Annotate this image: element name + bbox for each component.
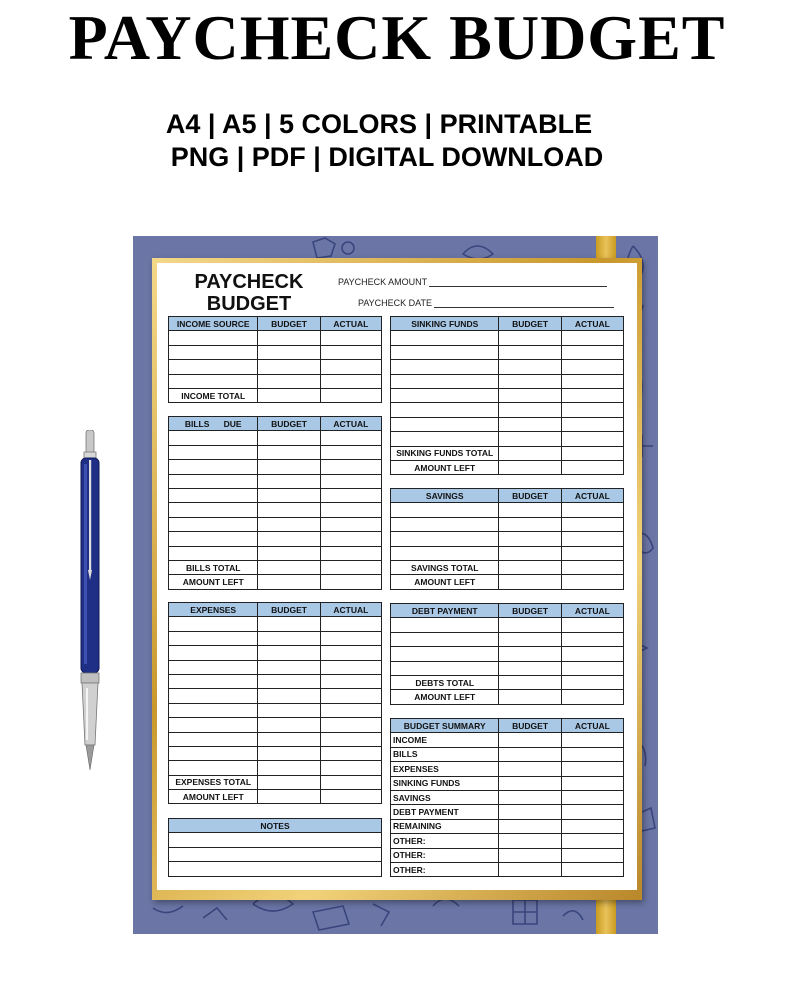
income-table: [168, 316, 382, 403]
debt-budget-header: BUDGET: [499, 604, 561, 618]
pen-icon: [79, 430, 103, 775]
table-row[interactable]: [391, 546, 624, 560]
table-row[interactable]: [391, 733, 624, 747]
paycheck-amount-label: PAYCHECK AMOUNT: [338, 277, 428, 287]
table-row[interactable]: [169, 674, 382, 688]
table-row[interactable]: [169, 431, 382, 445]
summary-budget-header: BUDGET: [499, 719, 561, 733]
table-row[interactable]: [169, 345, 382, 359]
paycheck-amount-line[interactable]: [429, 277, 607, 287]
savings-actual-header: ACTUAL: [561, 489, 623, 503]
table-row[interactable]: [391, 345, 624, 359]
bills-due-header: DUE: [223, 418, 242, 429]
summary-row-label: DEBT PAYMENT: [391, 805, 499, 819]
summary-row-label: OTHER:: [391, 848, 499, 862]
income-actual-header: ACTUAL: [320, 317, 381, 331]
bills-left-label: AMOUNT LEFT: [169, 575, 258, 589]
sinking-header: SINKING FUNDS: [391, 317, 499, 331]
table-row[interactable]: [169, 331, 382, 345]
sinking-total-label: SINKING FUNDS TOTAL: [391, 446, 499, 460]
table-row[interactable]: [391, 532, 624, 546]
bills-header: [169, 417, 258, 431]
table-row[interactable]: [391, 517, 624, 531]
table-row[interactable]: [169, 388, 382, 402]
notes-row[interactable]: [169, 833, 382, 847]
table-row[interactable]: [169, 575, 382, 589]
notes-row[interactable]: [169, 847, 382, 861]
table-row[interactable]: [391, 618, 624, 632]
paycheck-amount-field[interactable]: [338, 277, 607, 287]
table-row[interactable]: [391, 675, 624, 689]
table-row[interactable]: [391, 690, 624, 704]
summary-header: BUDGET SUMMARY: [391, 719, 499, 733]
table-row[interactable]: [391, 417, 624, 431]
table-row[interactable]: [169, 718, 382, 732]
table-row[interactable]: [391, 460, 624, 474]
bills-header-label: BILLS: [184, 418, 210, 429]
table-row[interactable]: [391, 632, 624, 646]
table-row[interactable]: [169, 474, 382, 488]
debt-actual-header: ACTUAL: [561, 604, 623, 618]
income-header: INCOME SOURCE: [169, 317, 258, 331]
summary-row-label: INCOME: [391, 733, 499, 747]
table-row[interactable]: [391, 575, 624, 589]
income-budget-header: BUDGET: [258, 317, 320, 331]
table-row[interactable]: [391, 374, 624, 388]
table-row[interactable]: [169, 631, 382, 645]
table-row[interactable]: [391, 403, 624, 417]
table-row[interactable]: [391, 560, 624, 574]
table-row[interactable]: [169, 546, 382, 560]
table-row[interactable]: [169, 703, 382, 717]
table-row[interactable]: [391, 446, 624, 460]
bills-budget-header: BUDGET: [258, 417, 320, 431]
table-row[interactable]: [169, 517, 382, 531]
table-row[interactable]: [169, 660, 382, 674]
download-line: PNG | PDF | DIGITAL DOWNLOAD: [170, 142, 604, 172]
table-row[interactable]: [391, 432, 624, 446]
debt-payment-table: [390, 603, 624, 705]
bills-actual-header: ACTUAL: [320, 417, 381, 431]
summary-row-label: SAVINGS: [391, 790, 499, 804]
table-row[interactable]: [391, 647, 624, 661]
table-row[interactable]: [391, 360, 624, 374]
sheet-title-line2: BUDGET: [206, 293, 292, 315]
sheet-page: [157, 263, 637, 890]
bills-table: [168, 416, 382, 590]
table-row[interactable]: [391, 862, 624, 876]
table-row[interactable]: [391, 834, 624, 848]
savings-budget-header: BUDGET: [499, 489, 561, 503]
table-row[interactable]: [391, 747, 624, 761]
table-row[interactable]: [169, 689, 382, 703]
table-row[interactable]: [391, 762, 624, 776]
summary-actual-header: ACTUAL: [561, 719, 623, 733]
table-row[interactable]: [169, 488, 382, 502]
notes-header: NOTES: [169, 819, 382, 833]
income-total-label: INCOME TOTAL: [169, 388, 258, 402]
formats-line: A4 | A5 | 5 COLORS | PRINTABLE: [165, 109, 593, 139]
summary-row-label: SINKING FUNDS: [391, 776, 499, 790]
paycheck-date-field[interactable]: [358, 298, 614, 308]
table-row[interactable]: [169, 775, 382, 789]
table-row[interactable]: [169, 761, 382, 775]
table-row[interactable]: [169, 503, 382, 517]
table-row[interactable]: [169, 617, 382, 631]
summary-row-label: OTHER:: [391, 862, 499, 876]
savings-table: [390, 488, 624, 590]
summary-row-label: REMAINING: [391, 819, 499, 833]
bills-total-label: BILLS TOTAL: [169, 560, 258, 574]
table-row[interactable]: [169, 460, 382, 474]
table-row[interactable]: [391, 805, 624, 819]
debt-left-label: AMOUNT LEFT: [391, 690, 499, 704]
table-row[interactable]: [169, 360, 382, 374]
savings-header: SAVINGS: [391, 489, 499, 503]
table-row[interactable]: [391, 503, 624, 517]
table-row[interactable]: [391, 388, 624, 402]
paycheck-date-line[interactable]: [434, 298, 614, 308]
table-row[interactable]: [391, 661, 624, 675]
expenses-budget-header: BUDGET: [258, 603, 320, 617]
debt-header: DEBT PAYMENT: [391, 604, 499, 618]
expenses-total-label: EXPENSES TOTAL: [169, 775, 258, 789]
expenses-left-label: AMOUNT LEFT: [169, 790, 258, 804]
sinking-left-label: AMOUNT LEFT: [391, 460, 499, 474]
sheet-title-line1: PAYCHECK: [194, 271, 304, 293]
expenses-table: [168, 602, 382, 804]
summary-row-label: BILLS: [391, 747, 499, 761]
sheet-title: [174, 271, 324, 315]
table-row[interactable]: [169, 646, 382, 660]
savings-total-label: SAVINGS TOTAL: [391, 560, 499, 574]
summary-row-label: OTHER:: [391, 834, 499, 848]
sinking-actual-header: ACTUAL: [561, 317, 623, 331]
table-row[interactable]: [169, 746, 382, 760]
savings-left-label: AMOUNT LEFT: [391, 575, 499, 589]
product-title: PAYCHECK BUDGET: [68, 2, 726, 73]
table-row[interactable]: [391, 790, 624, 804]
table-row[interactable]: [169, 790, 382, 804]
table-row[interactable]: [391, 819, 624, 833]
table-row[interactable]: [169, 532, 382, 546]
sinking-funds-table: [390, 316, 624, 475]
table-row[interactable]: [391, 776, 624, 790]
table-row[interactable]: [169, 445, 382, 459]
table-row[interactable]: [391, 848, 624, 862]
sinking-budget-header: BUDGET: [499, 317, 561, 331]
table-row[interactable]: [169, 560, 382, 574]
budget-summary-table: [390, 718, 624, 877]
expenses-header: EXPENSES: [169, 603, 258, 617]
debt-total-label: DEBTS TOTAL: [391, 675, 499, 689]
expenses-actual-header: ACTUAL: [320, 603, 381, 617]
notes-row[interactable]: [169, 862, 382, 876]
table-row[interactable]: [391, 331, 624, 345]
table-row[interactable]: [169, 732, 382, 746]
notes-table: [168, 818, 382, 877]
summary-row-label: EXPENSES: [391, 762, 499, 776]
table-row[interactable]: [169, 374, 382, 388]
paycheck-date-label: PAYCHECK DATE: [358, 298, 433, 308]
budget-sheet: [152, 258, 642, 900]
